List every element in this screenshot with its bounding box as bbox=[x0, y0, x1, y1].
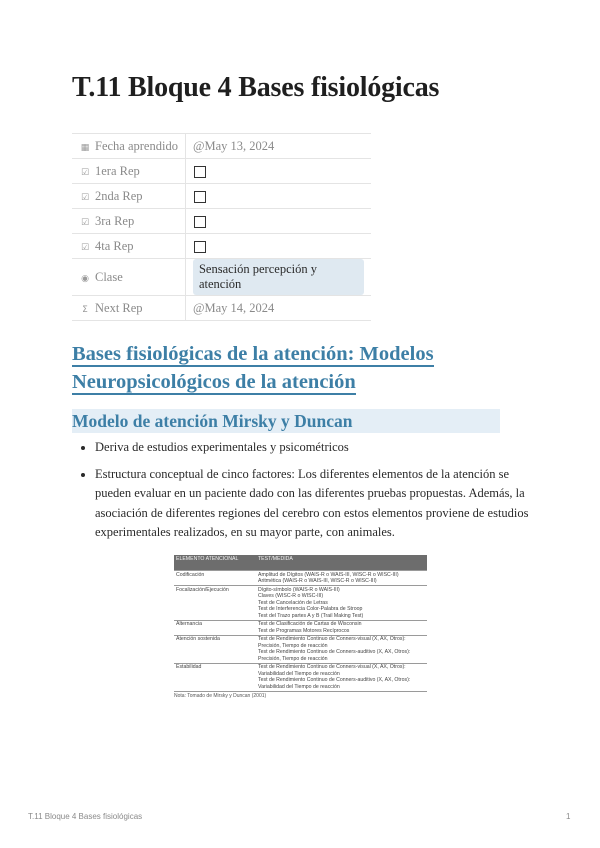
attention-element: Focalización/Ejecución bbox=[174, 586, 256, 621]
property-key bbox=[72, 159, 185, 184]
measures-cell bbox=[256, 635, 427, 663]
property-key bbox=[72, 184, 185, 209]
property-label: 4ta Rep bbox=[95, 238, 134, 253]
measure-item: Test de Programas Motores Recíprocos bbox=[258, 627, 350, 634]
property-label: Clase bbox=[95, 269, 123, 284]
property-row bbox=[72, 184, 371, 209]
measures-cell bbox=[256, 571, 427, 586]
property-value bbox=[185, 184, 371, 209]
property-label: Next Rep bbox=[95, 300, 143, 315]
property-label: 1era Rep bbox=[95, 163, 140, 178]
property-row bbox=[72, 296, 371, 321]
measure-item: Test de Rendimiento Continuo de Conners-visual (X, AX, Otros): Precisión, Tiempo de reacción bbox=[258, 636, 406, 649]
property-value bbox=[185, 259, 371, 296]
measures-cell bbox=[256, 620, 427, 635]
property-value bbox=[185, 159, 371, 184]
checkbox-property-icon: ☑ bbox=[80, 217, 90, 228]
measures-cell bbox=[256, 586, 427, 621]
measure-item: Dígito-símbolo (WAIS-R o WAIS-III) bbox=[258, 586, 340, 593]
attention-element: Alternancia bbox=[174, 620, 256, 635]
measure-item: Amplitud de Dígitos (WAIS-R o WAIS-III, WISC-R o WISC-III) bbox=[258, 571, 399, 578]
measure-item: Aritmética (WAIS-R o WAIS-III, WISC-R o WISC-III) bbox=[258, 578, 377, 584]
property-value bbox=[185, 234, 371, 259]
property-row bbox=[72, 134, 371, 159]
property-key bbox=[72, 209, 185, 234]
page-number: 1 bbox=[566, 812, 571, 821]
measures-cell bbox=[256, 663, 427, 691]
section-heading-text: Bases fisiológicas de la atención: Modelos Neuropsicológicos de la atención bbox=[72, 343, 434, 393]
measure-item: Test de Cancelación de Letras bbox=[258, 599, 328, 606]
property-value bbox=[185, 296, 371, 321]
property-row bbox=[72, 234, 371, 259]
class-tag[interactable]: Sensación percepción y atención bbox=[193, 259, 364, 295]
formula-icon: Σ bbox=[82, 304, 88, 315]
calendar-icon: ▦ bbox=[80, 142, 90, 153]
rep-checkbox[interactable] bbox=[194, 241, 206, 253]
checkbox-property-icon: ☑ bbox=[80, 242, 90, 253]
attention-element: Codificación bbox=[174, 571, 256, 586]
figure-header-row bbox=[174, 555, 427, 571]
property-key bbox=[72, 134, 185, 159]
section-heading bbox=[72, 340, 492, 396]
property-key bbox=[72, 296, 185, 321]
property-row bbox=[72, 259, 371, 296]
measure-item: Test de Rendimiento Continuo de Conners-auditivo (X, AX, Otros): Variabilidad del Tiempo de reacción bbox=[258, 677, 411, 690]
measure-item: Claves (WISC-R o WISC-III) bbox=[258, 593, 324, 599]
figure-header-cell: TEST/MEDIDA bbox=[256, 555, 427, 571]
property-label: 3ra Rep bbox=[95, 213, 135, 228]
measure-item: Test de Rendimiento Continuo de Conners-auditivo (X, AX, Otros): Precisión, Tiempo de reacción bbox=[258, 649, 411, 662]
property-label: Fecha aprendido bbox=[95, 138, 178, 153]
property-key bbox=[72, 259, 185, 296]
figure-row bbox=[174, 635, 427, 663]
list-item: • Deriva de estudios experimentales y psicométricos bbox=[95, 438, 541, 458]
rep-checkbox[interactable] bbox=[194, 166, 206, 178]
rep-checkbox[interactable] bbox=[194, 191, 206, 203]
page-title: T.11 Bloque 4 Bases fisiológicas bbox=[72, 72, 440, 103]
property-key bbox=[72, 234, 185, 259]
date-value: @May 14, 2024 bbox=[192, 300, 275, 315]
bullet-list bbox=[72, 438, 541, 550]
figure-header-cell: ELEMENTO ATENCIONAL bbox=[174, 555, 256, 571]
figure-row bbox=[174, 571, 427, 586]
figure-table bbox=[174, 555, 427, 692]
measure-item: Test de Interferencia Color-Palabra de Stroop bbox=[258, 606, 363, 612]
figure-row bbox=[174, 586, 427, 621]
select-icon: ◉ bbox=[81, 273, 89, 284]
checkbox-property-icon: ☑ bbox=[80, 167, 90, 178]
property-row bbox=[72, 159, 371, 184]
measure-item: Test del Trazo partes A y B (Trail Making Test) bbox=[258, 612, 364, 619]
mirsky-duncan-table-image bbox=[174, 555, 427, 739]
property-row bbox=[72, 209, 371, 234]
attention-element: Estabilidad bbox=[174, 663, 256, 691]
figure-row bbox=[174, 620, 427, 635]
list-item: • Estructura conceptual de cinco factores: Los diferentes elementos de la atención se pueden evaluar en un paciente dado con las diferentes pruebas propuestas. Además, la asociación de diferentes regiones del cerebro con estos elementos proviene de estudios experimentales realizados, en su mayor parte, con animales. bbox=[95, 465, 541, 543]
property-value bbox=[185, 209, 371, 234]
rep-checkbox[interactable] bbox=[194, 216, 206, 228]
properties-table bbox=[72, 133, 371, 321]
figure-row bbox=[174, 663, 427, 691]
footer-title: T.11 Bloque 4 Bases fisiológicas bbox=[28, 812, 143, 821]
attention-element: Atención sostenida bbox=[174, 635, 256, 663]
measure-item: Test de Clasificación de Cartas de Wisconsin bbox=[258, 621, 362, 627]
property-value bbox=[185, 134, 371, 159]
figure-note: Nota: Tomado de Mirsky y Duncan (2001) bbox=[174, 692, 267, 699]
date-value: @May 13, 2024 bbox=[192, 138, 275, 153]
property-label: 2nda Rep bbox=[95, 188, 143, 203]
measure-item: Test de Rendimiento Continuo de Conners-visual (X, AX, Otros): Variabilidad del Tiempo de reacción bbox=[258, 664, 406, 677]
subsection-heading: Modelo de atención Mirsky y Duncan bbox=[72, 409, 500, 433]
checkbox-property-icon: ☑ bbox=[80, 192, 90, 203]
